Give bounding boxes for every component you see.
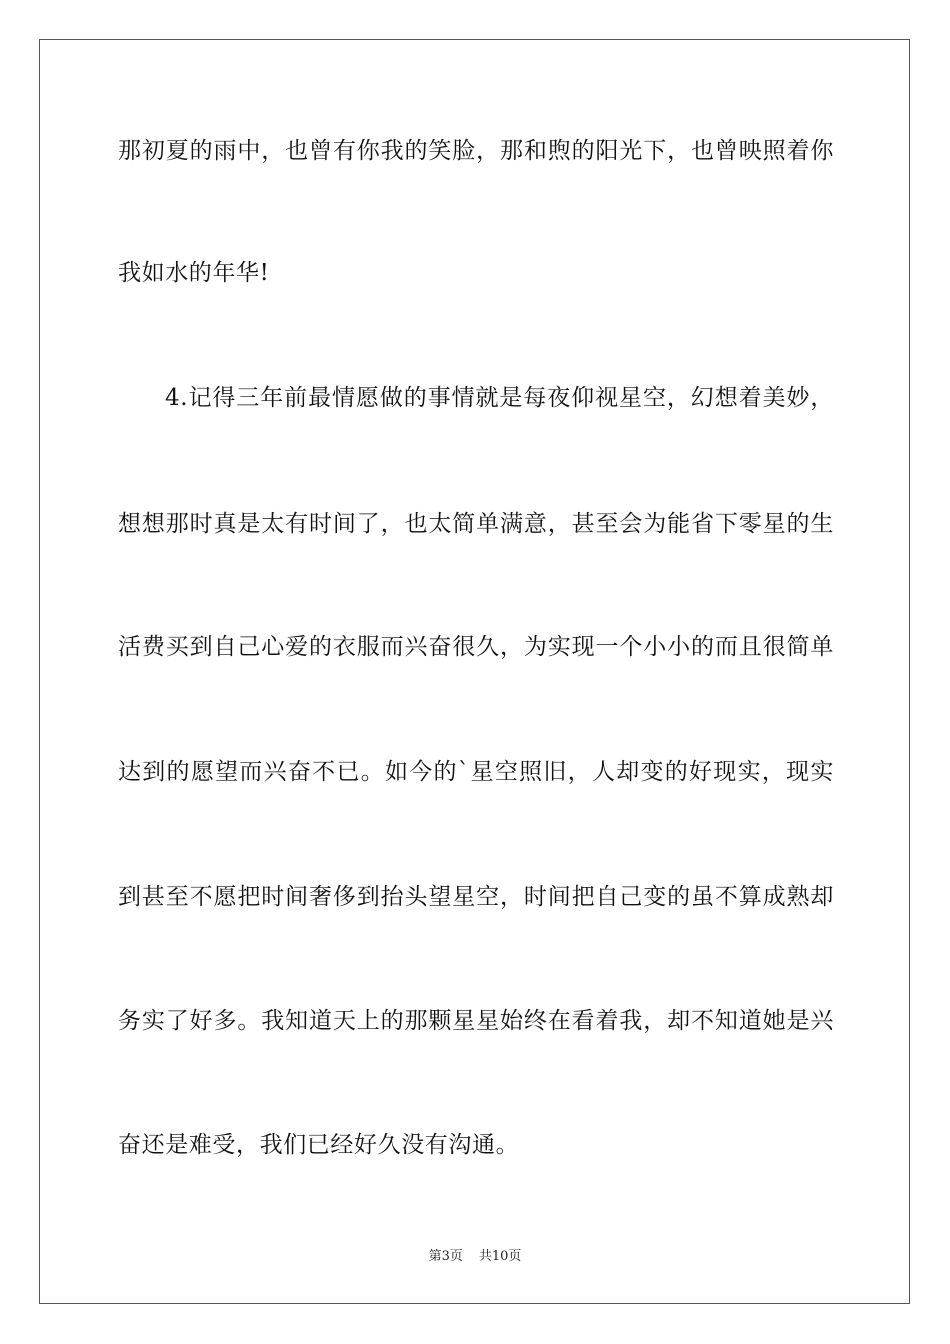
body-text-line: 想想那时真是太有时间了，也太简单满意，甚至会为能省下零星的生: [118, 511, 834, 537]
body-text-line: 我如水的年华!: [118, 260, 270, 286]
body-text-line: 奋还是难受，我们已经好久没有沟通。: [118, 1132, 520, 1158]
page-number: 第3页: [428, 1249, 463, 1264]
body-text-line: 那初夏的雨中，也曾有你我的笑脸，那和煦的阳光下，也曾映照着你: [118, 138, 834, 164]
body-text-line: 务实了好多。我知道天上的那颗星星始终在看着我，却不知道她是兴: [118, 1008, 834, 1034]
page-border: [39, 39, 910, 1304]
body-text-line: 到甚至不愿把时间奢侈到抬头望星空，时间把自己变的虽不算成熟却: [118, 884, 834, 910]
body-text-line: 达到的愿望而兴奋不已。如今的`星空照旧，人却变的好现实，现实: [118, 759, 834, 785]
body-text-line: 活费买到自己心爱的衣服而兴奋很久，为实现一个小小的而且很简单: [118, 634, 834, 660]
page-total: 共10页: [478, 1249, 522, 1264]
page-footer: [0, 1248, 950, 1266]
paragraph-start-line: 4.记得三年前最情愿做的事情就是每夜仰视星空，幻想着美妙，: [165, 385, 834, 411]
